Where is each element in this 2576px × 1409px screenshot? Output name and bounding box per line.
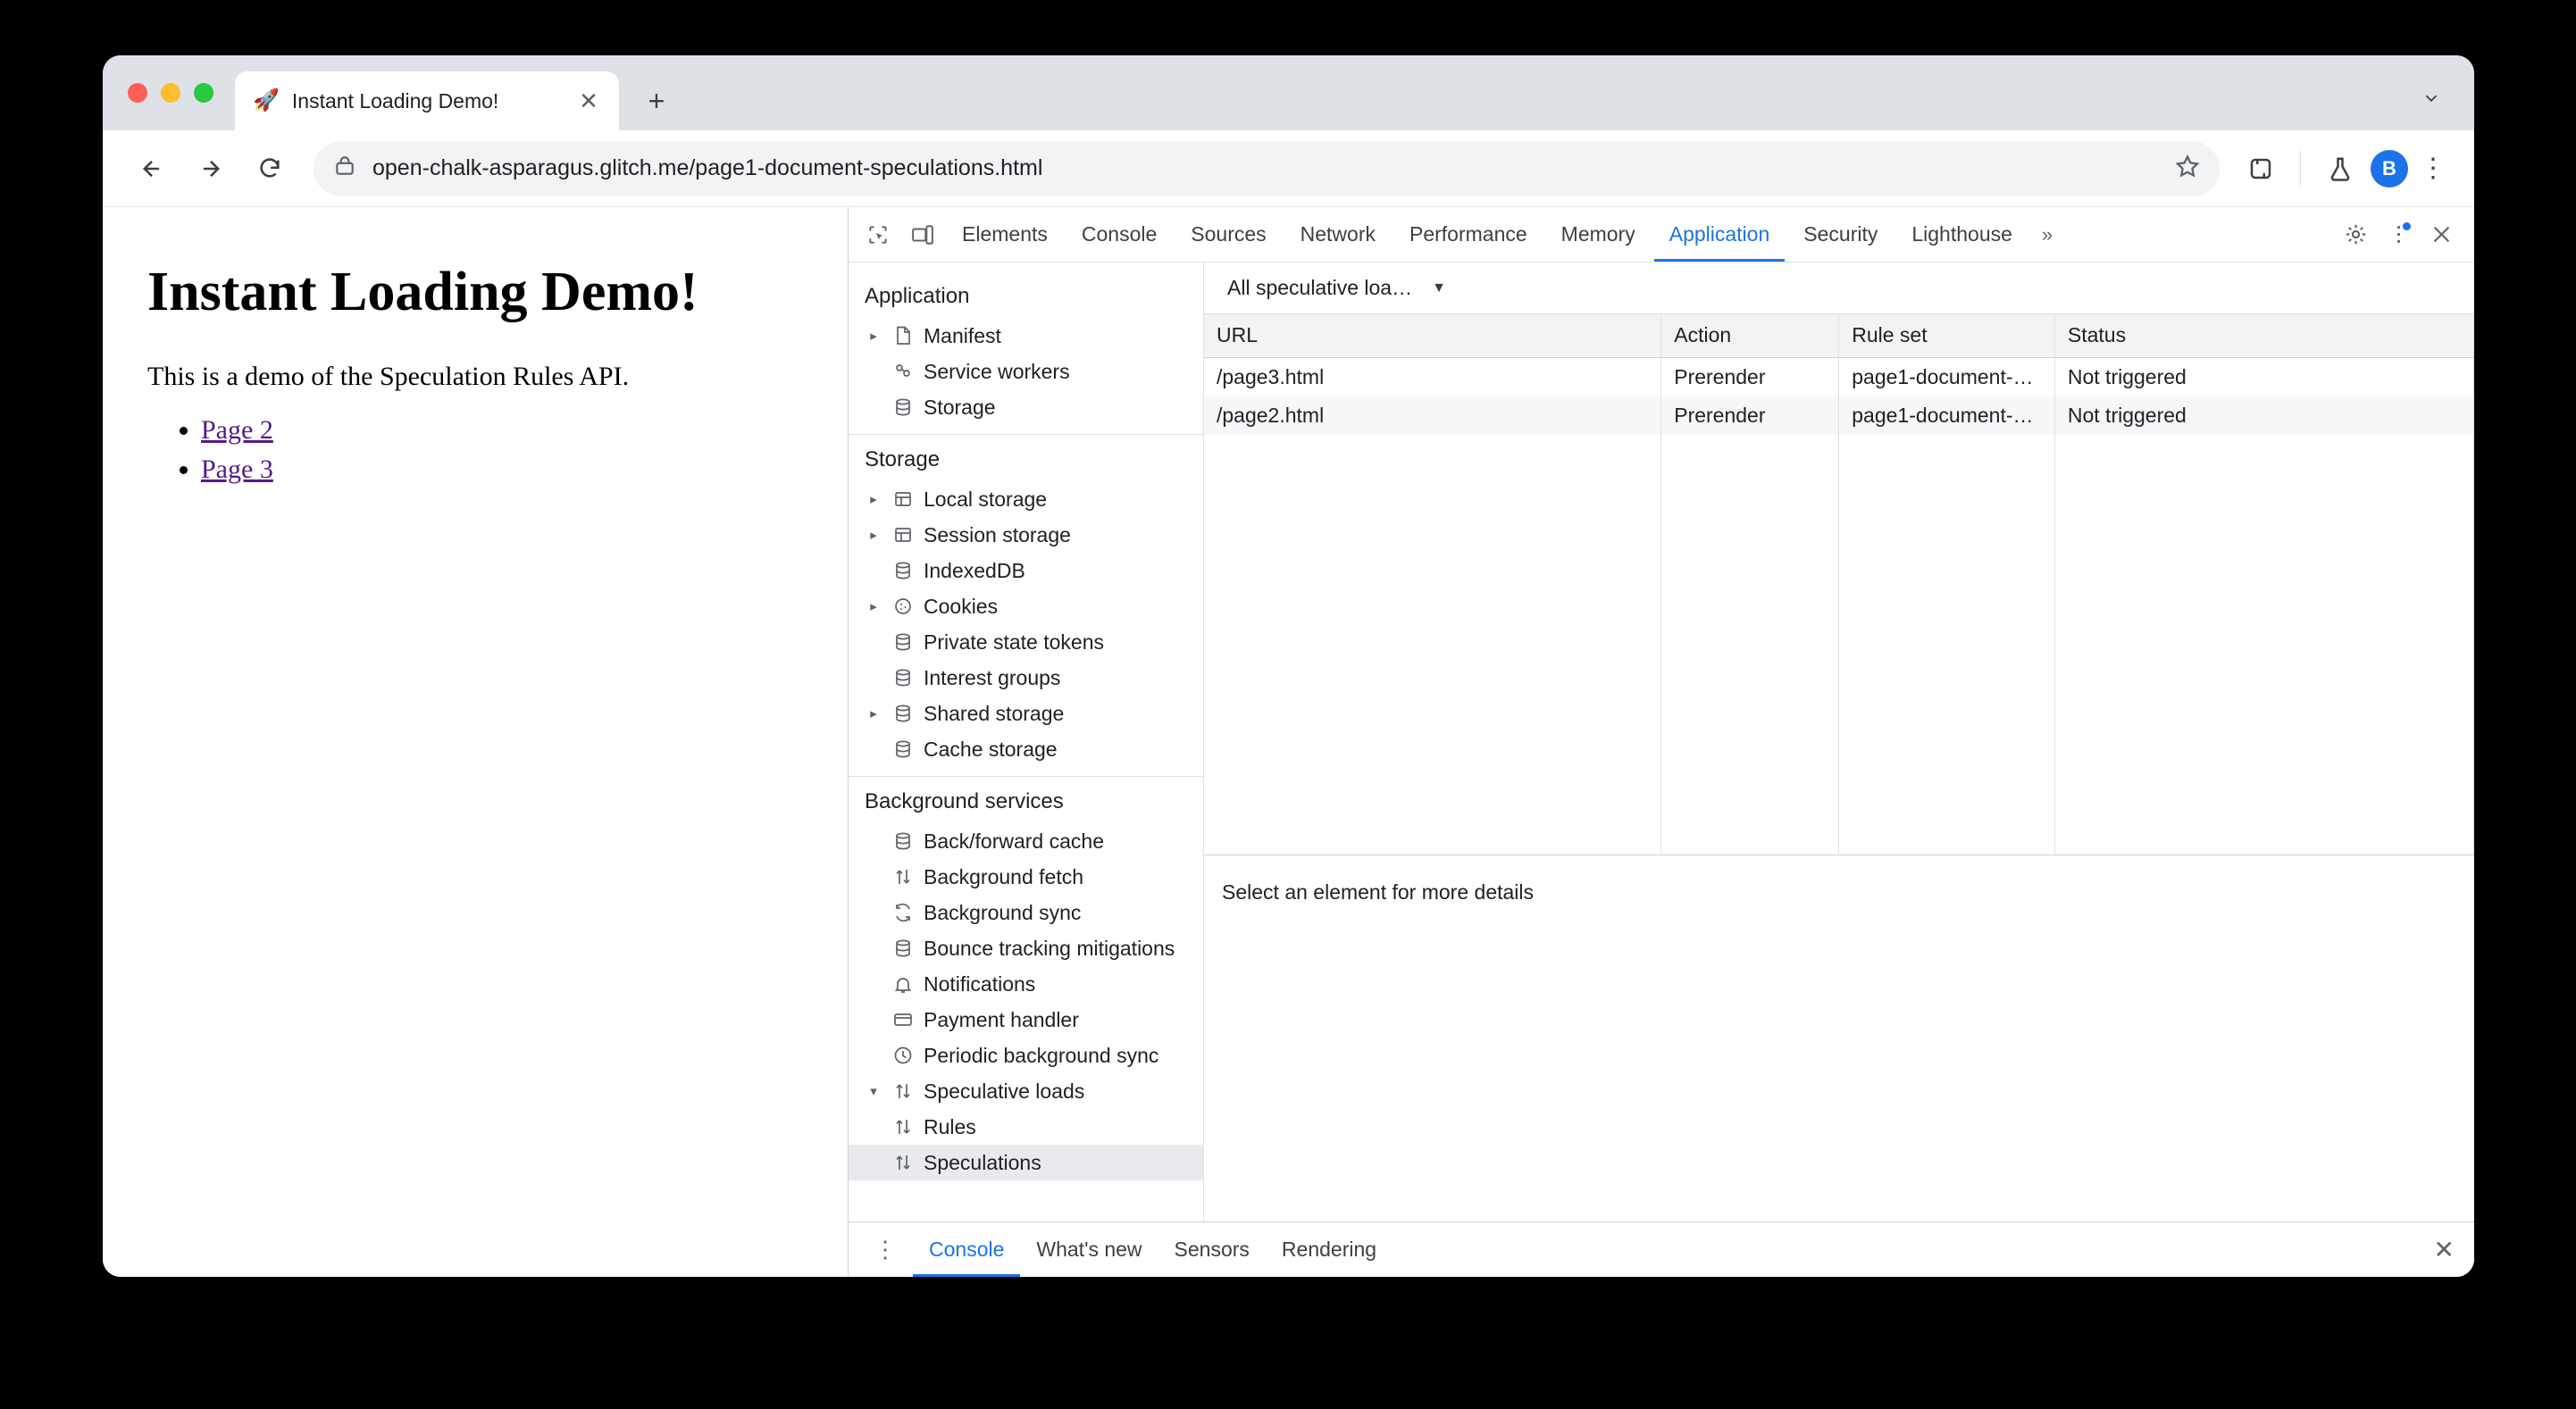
cell-action: Prerender bbox=[1661, 357, 1839, 396]
sidebar-item-label: Interest groups bbox=[924, 665, 1061, 689]
link-page-2[interactable]: Page 2 bbox=[201, 415, 273, 445]
inspect-element-icon[interactable] bbox=[857, 214, 899, 255]
tab-title: Instant Loading Demo! bbox=[291, 88, 499, 113]
database-icon bbox=[891, 830, 915, 853]
url-text: open-chalk-asparagus.glitch.me/page1-document-speculations.html bbox=[372, 155, 1043, 180]
sidebar-item-background-fetch[interactable] bbox=[849, 859, 1203, 895]
expand-triangle-icon[interactable]: ▸ bbox=[870, 492, 877, 507]
database-icon bbox=[891, 559, 915, 582]
cell-url: /page2.html bbox=[1204, 396, 1661, 435]
column-header-status[interactable]: Status bbox=[2054, 314, 2473, 357]
sidebar-item-indexeddb[interactable] bbox=[849, 553, 1203, 588]
sidebar-item-label: Background fetch bbox=[924, 864, 1084, 888]
table-icon bbox=[891, 523, 915, 546]
sidebar-item-label: Cookies bbox=[924, 594, 999, 618]
extensions-icon[interactable] bbox=[2237, 146, 2284, 192]
expand-triangle-icon[interactable]: ▸ bbox=[870, 706, 877, 721]
filter-label: All speculative loa… bbox=[1227, 276, 1413, 299]
sidebar-item-label: Service workers bbox=[924, 359, 1070, 383]
speculations-table-wrapper bbox=[1204, 314, 2474, 855]
tab-sources[interactable]: Sources bbox=[1191, 222, 1267, 246]
bookmark-star-icon[interactable] bbox=[2175, 154, 2200, 183]
tab-performance[interactable]: Performance bbox=[1409, 222, 1527, 246]
clock-icon bbox=[891, 1044, 915, 1067]
sidebar-item-manifest[interactable] bbox=[849, 318, 1203, 354]
sidebar-item-back-forward-cache[interactable] bbox=[849, 823, 1203, 859]
sidebar-item-cookies[interactable] bbox=[849, 588, 1203, 624]
more-tabs-button[interactable]: » bbox=[2041, 222, 2053, 246]
site-settings-icon[interactable] bbox=[333, 154, 356, 182]
arrow-up-down-icon bbox=[891, 1080, 915, 1103]
drawer-tab-console[interactable]: Console bbox=[913, 1223, 1020, 1277]
back-button[interactable] bbox=[126, 143, 178, 195]
link-page-3[interactable]: Page 3 bbox=[201, 454, 273, 484]
close-window-button[interactable] bbox=[128, 83, 147, 103]
column-header-url[interactable]: URL bbox=[1204, 314, 1661, 357]
avatar[interactable]: B bbox=[2371, 150, 2408, 188]
cell-url: /page3.html bbox=[1204, 357, 1661, 396]
expand-triangle-icon[interactable]: ▸ bbox=[870, 599, 877, 614]
chevron-down-icon: ▼ bbox=[1432, 279, 1446, 296]
sidebar-item-local-storage[interactable] bbox=[849, 481, 1203, 517]
sidebar-item-label: Session storage bbox=[924, 522, 1071, 546]
chevron-down-icon[interactable] bbox=[2412, 79, 2451, 118]
sidebar-item-storage[interactable] bbox=[849, 389, 1203, 425]
database-icon bbox=[891, 396, 915, 419]
sidebar-item-private-state-tokens[interactable] bbox=[849, 624, 1203, 660]
sidebar-item-session-storage[interactable] bbox=[849, 517, 1203, 553]
sidebar-item-label: Speculative loads bbox=[924, 1079, 1085, 1103]
sidebar-item-label: Speculations bbox=[924, 1150, 1041, 1174]
tab-memory[interactable]: Memory bbox=[1560, 222, 1635, 246]
sidebar-item-label: Storage bbox=[924, 395, 996, 419]
cell-rule-set: page1-document-… bbox=[1839, 396, 2055, 435]
devtools-panel bbox=[849, 207, 2474, 1277]
devtools-tab-bar bbox=[849, 207, 2474, 263]
sidebar-item-label: Periodic background sync bbox=[924, 1043, 1159, 1067]
page-link-list bbox=[147, 415, 803, 485]
column-header-action[interactable]: Action bbox=[1661, 314, 1839, 357]
sidebar-item-service-workers[interactable] bbox=[849, 354, 1203, 389]
forward-button[interactable] bbox=[185, 143, 237, 195]
sidebar-item-cache-storage[interactable] bbox=[849, 731, 1203, 767]
sidebar-item-label: Private state tokens bbox=[924, 629, 1104, 654]
close-drawer-icon[interactable]: ✕ bbox=[2433, 1236, 2455, 1263]
speculations-table bbox=[1204, 314, 2474, 435]
devtools-actions bbox=[2335, 214, 2474, 255]
collapse-triangle-icon[interactable]: ▾ bbox=[870, 1084, 877, 1099]
tab-strip bbox=[103, 55, 2474, 130]
filter-bar bbox=[1204, 263, 2474, 314]
cell-action: Prerender bbox=[1661, 396, 1839, 435]
sidebar-group-storage: Storage bbox=[865, 447, 941, 471]
list-item bbox=[201, 454, 803, 485]
close-icon[interactable]: ✕ bbox=[579, 87, 598, 114]
database-icon bbox=[891, 937, 915, 960]
sidebar-item-label: Manifest bbox=[924, 323, 1001, 347]
browser-menu-button[interactable]: ⋮ bbox=[2420, 154, 2446, 183]
device-toolbar-icon[interactable] bbox=[902, 214, 943, 255]
sidebar-item-label: Local storage bbox=[924, 487, 1048, 511]
sidebar-item-speculations[interactable] bbox=[849, 1145, 1203, 1180]
browser-tab[interactable] bbox=[235, 71, 619, 130]
sidebar-item-label: Cache storage bbox=[924, 737, 1058, 761]
devtools-sidebar bbox=[849, 263, 1204, 1221]
database-icon bbox=[891, 738, 915, 761]
table-icon bbox=[891, 488, 915, 511]
expand-triangle-icon[interactable]: ▸ bbox=[870, 329, 877, 344]
sidebar-item-bounce-tracking-mitigations[interactable] bbox=[849, 930, 1203, 966]
table-header-row bbox=[1204, 314, 2474, 357]
sidebar-item-label: Background sync bbox=[924, 900, 1082, 924]
database-icon bbox=[891, 666, 915, 689]
settings-gear-icon[interactable] bbox=[2335, 214, 2376, 255]
sidebar-item-label: Shared storage bbox=[924, 701, 1065, 725]
browser-toolbar bbox=[103, 130, 2474, 207]
tab-console[interactable]: Console bbox=[1081, 222, 1158, 246]
devtools-drawer bbox=[849, 1221, 2474, 1277]
column-header-rule-set[interactable]: Rule set bbox=[1839, 314, 2055, 357]
bell-icon bbox=[891, 972, 915, 996]
document-icon bbox=[891, 324, 915, 347]
speculative-loads-filter-select[interactable] bbox=[1220, 272, 1453, 304]
credit-card-icon bbox=[891, 1008, 915, 1031]
reload-button[interactable] bbox=[244, 143, 296, 195]
notification-dot bbox=[2403, 222, 2411, 230]
cell-status: Not triggered bbox=[2054, 357, 2473, 396]
tab-lighthouse[interactable]: Lighthouse bbox=[1911, 222, 2012, 246]
sidebar-item-interest-groups[interactable] bbox=[849, 660, 1203, 696]
sidebar-item-label: Notifications bbox=[924, 971, 1036, 996]
sidebar-item-notifications[interactable] bbox=[849, 966, 1203, 1002]
arrow-up-down-icon bbox=[891, 865, 915, 888]
sidebar-item-payment-handler[interactable] bbox=[849, 1002, 1203, 1038]
sync-icon bbox=[891, 901, 915, 924]
cell-rule-set: page1-document-… bbox=[1839, 357, 2055, 396]
rocket-icon: 🚀 bbox=[253, 88, 280, 113]
sidebar-item-label: IndexedDB bbox=[924, 558, 1025, 582]
database-icon bbox=[891, 630, 915, 654]
tab-application[interactable]: Application bbox=[1654, 208, 1786, 262]
page-paragraph: This is a demo of the Speculation Rules API. bbox=[147, 362, 630, 391]
table-row[interactable] bbox=[1204, 357, 2474, 396]
drawer-tab-sensors[interactable]: Sensors bbox=[1174, 1238, 1250, 1261]
close-devtools-icon[interactable] bbox=[2421, 214, 2462, 255]
browser-window bbox=[103, 55, 2474, 1277]
table-row[interactable] bbox=[1204, 396, 2474, 435]
database-icon bbox=[891, 702, 915, 725]
cell-status: Not triggered bbox=[2054, 396, 2473, 435]
table-empty-area bbox=[1204, 435, 2474, 855]
sidebar-item-shared-storage[interactable] bbox=[849, 696, 1203, 731]
sidebar-item-label: Back/forward cache bbox=[924, 829, 1104, 853]
sidebar-item-label: Payment handler bbox=[924, 1007, 1079, 1031]
new-tab-button[interactable]: + bbox=[648, 85, 665, 117]
sidebar-item-label: Bounce tracking mitigations bbox=[924, 936, 1175, 960]
tab-elements[interactable]: Elements bbox=[962, 222, 1048, 246]
arrow-up-down-icon bbox=[891, 1115, 915, 1138]
maximize-window-button[interactable] bbox=[194, 83, 213, 103]
sidebar-item-speculative-loads[interactable] bbox=[849, 1073, 1203, 1109]
minimize-window-button[interactable] bbox=[161, 83, 180, 103]
page-title: Instant Loading Demo! bbox=[147, 262, 698, 322]
sidebar-item-periodic-background-sync[interactable] bbox=[849, 1038, 1203, 1073]
sidebar-group-application: Application bbox=[865, 284, 970, 308]
tab-network[interactable]: Network bbox=[1300, 222, 1376, 246]
address-bar[interactable] bbox=[314, 141, 2220, 196]
arrow-up-down-icon bbox=[891, 1151, 915, 1174]
list-item bbox=[201, 415, 803, 446]
service-worker-icon bbox=[891, 360, 915, 383]
window-controls bbox=[128, 55, 235, 130]
sidebar-item-label: Rules bbox=[924, 1114, 976, 1138]
drawer-tab-rendering[interactable]: Rendering bbox=[1281, 1238, 1377, 1261]
drawer-tab-whats-new[interactable]: What's new bbox=[1036, 1238, 1142, 1261]
web-page bbox=[103, 207, 849, 1277]
window-content bbox=[103, 207, 2474, 1277]
sidebar-group-background-services: Background services bbox=[865, 789, 1064, 813]
tab-security[interactable]: Security bbox=[1803, 222, 1878, 246]
labs-icon[interactable] bbox=[2317, 146, 2363, 192]
details-placeholder: Select an element for more details bbox=[1222, 880, 1535, 904]
toolbar-divider bbox=[2300, 151, 2301, 187]
sidebar-item-rules[interactable] bbox=[849, 1109, 1203, 1145]
drawer-menu-button[interactable]: ⋮ bbox=[874, 1236, 897, 1263]
devtools-menu-icon[interactable] bbox=[2378, 214, 2419, 255]
expand-triangle-icon[interactable]: ▸ bbox=[870, 528, 877, 543]
speculations-panel bbox=[1204, 263, 2474, 1221]
sidebar-item-background-sync[interactable] bbox=[849, 895, 1203, 930]
cookie-icon bbox=[891, 595, 915, 618]
devtools-body bbox=[849, 263, 2474, 1221]
